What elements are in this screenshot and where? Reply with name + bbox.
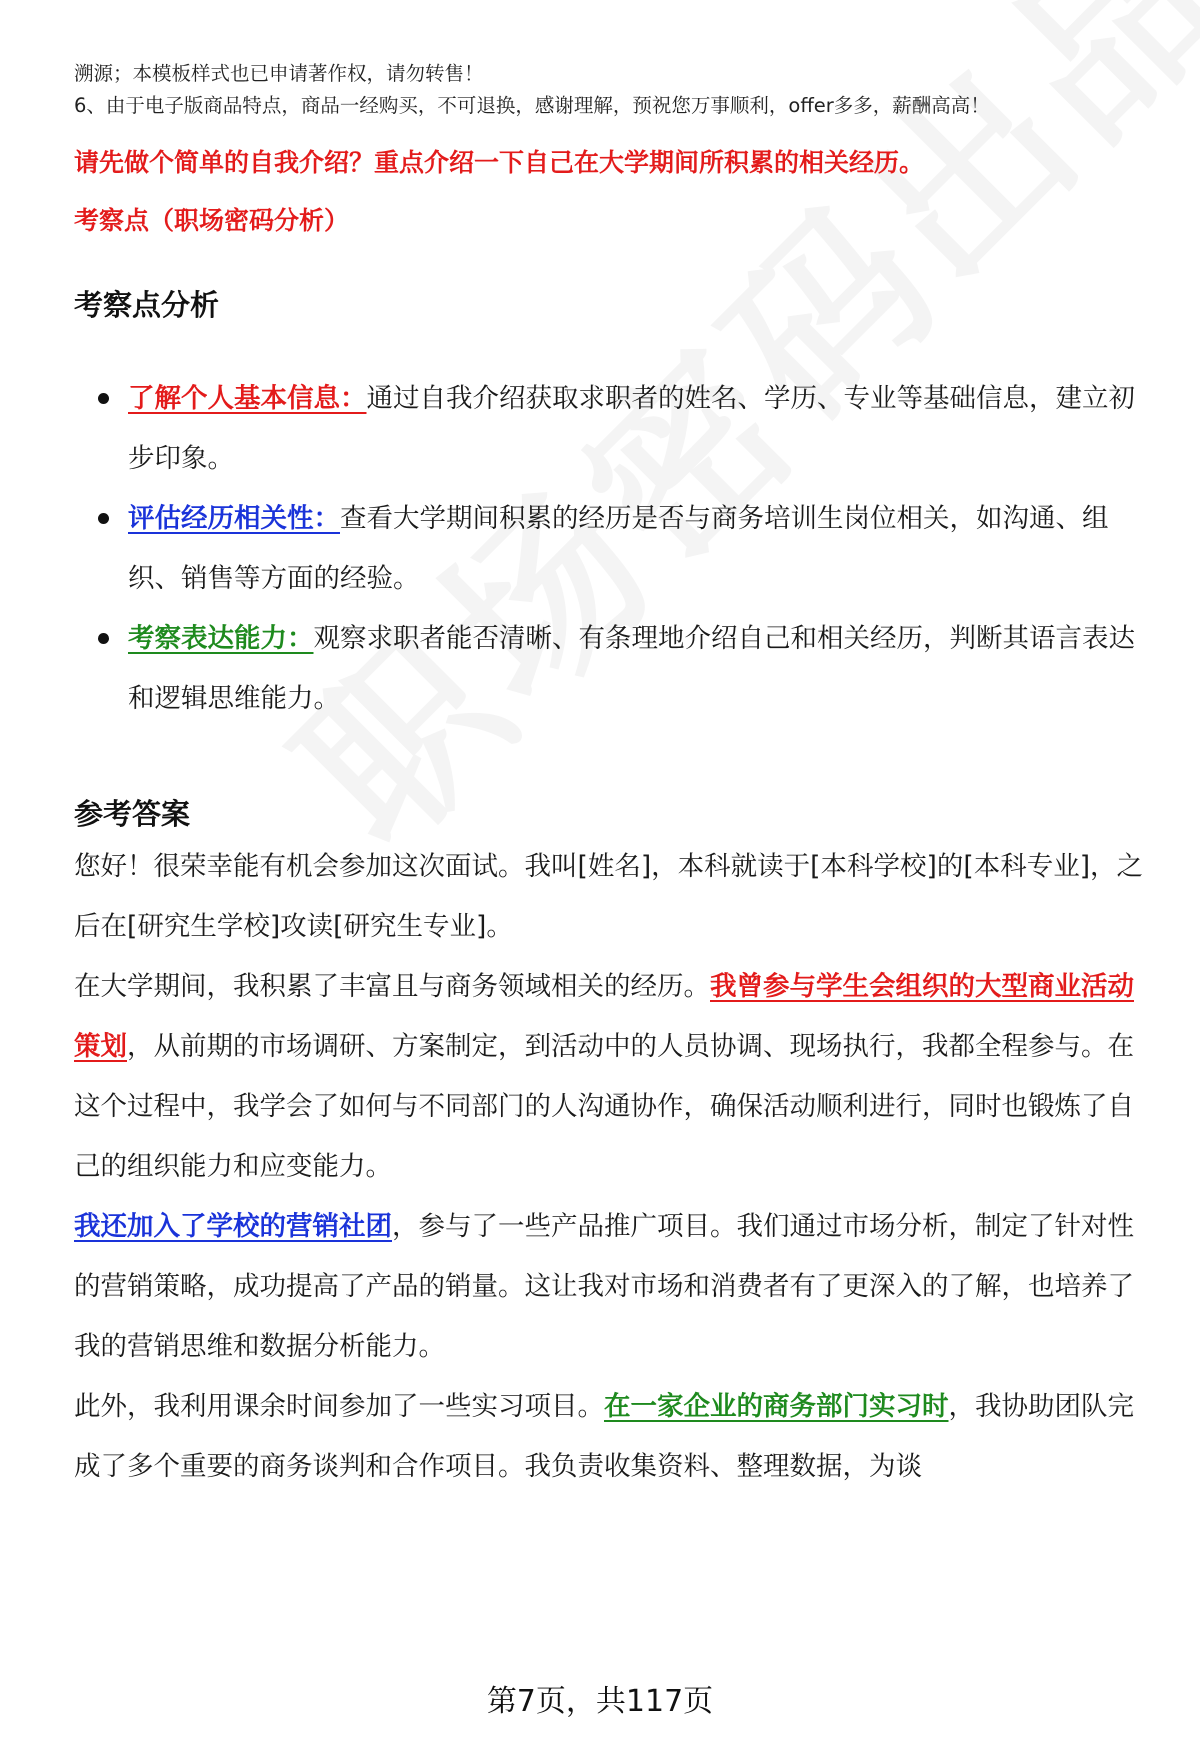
page-content	[74, 58, 1149, 1497]
highlight-marketing-club: 我还加入了学校的营销社团	[74, 1211, 392, 1242]
analysis-item	[74, 609, 1149, 729]
analysis-item-key: 了解个人基本信息：	[128, 383, 367, 414]
analysis-heading: 考察点分析	[74, 288, 220, 322]
analysis-item-text: 查看大学期间积累的经历是否与商务培训生岗位相关，如沟通、组织、销售等方面的经验。	[128, 503, 1109, 594]
analysis-item	[74, 369, 1149, 489]
paragraph-text: 在大学期间，我积累了丰富且与商务领域相关的经历。	[74, 971, 710, 1002]
answer-paragraph-2	[74, 957, 1149, 1197]
analysis-list	[74, 369, 1149, 729]
answer-paragraph-1: 您好！很荣幸能有机会参加这次面试。我叫[姓名]，本科就读于[本科学校]的[本科专业]，之后在[研究生学校]攻读[研究生专业]。	[74, 851, 1144, 942]
notice-line-2: 6、由于电子版商品特点，商品一经购买，不可退换，感谢理解，预祝您万事顺利，offer多多，薪酬高高！	[74, 94, 990, 117]
highlight-student-union: 我曾参与学生会组织的大型商业活动策划	[74, 971, 1134, 1062]
kaocha-title: 考察点（职场密码分析）	[74, 206, 350, 235]
answer-paragraph-4	[74, 1377, 1149, 1497]
analysis-item	[74, 489, 1149, 609]
notice-line-1: 溯源；本模板样式也已申请著作权，请勿转售！	[74, 62, 484, 85]
answer-paragraph-3	[74, 1197, 1149, 1377]
analysis-item-key: 考察表达能力：	[128, 623, 314, 654]
analysis-item-text: 通过自我介绍获取求职者的姓名、学历、专业等基础信息，建立初步印象。	[128, 383, 1135, 474]
answer-heading: 参考答案	[74, 797, 191, 831]
page-number: 第7页，共117页	[486, 1684, 714, 1719]
paragraph-text: 此外，我利用课余时间参加了一些实习项目。	[74, 1391, 604, 1422]
analysis-item-key: 评估经历相关性：	[128, 503, 340, 534]
paragraph-text: ，参与了一些产品推广项目。我们通过市场分析，制定了针对性的营销策略，成功提高了产品的销量。这让我对市场和消费者有了更深入的了解，也培养了我的营销思维和数据分析能力。	[74, 1211, 1134, 1362]
paragraph-text: ，从前期的市场调研、方案制定，到活动中的人员协调、现场执行，我都全程参与。在这个过程中，我学会了如何与不同部门的人沟通协作，确保活动顺利进行，同时也锻炼了自己的组织能力和应变能力。	[74, 1031, 1134, 1182]
interview-question: 请先做个简单的自我介绍？重点介绍一下自己在大学期间所积累的相关经历。	[74, 148, 925, 177]
paragraph-text: ，我协助团队完成了多个重要的商务谈判和合作项目。我负责收集资料、整理数据，为谈	[74, 1391, 1134, 1482]
highlight-internship: 在一家企业的商务部门实习时	[604, 1391, 949, 1422]
analysis-item-text: 观察求职者能否清晰、有条理地介绍自己和相关经历，判断其语言表达和逻辑思维能力。	[128, 623, 1135, 714]
